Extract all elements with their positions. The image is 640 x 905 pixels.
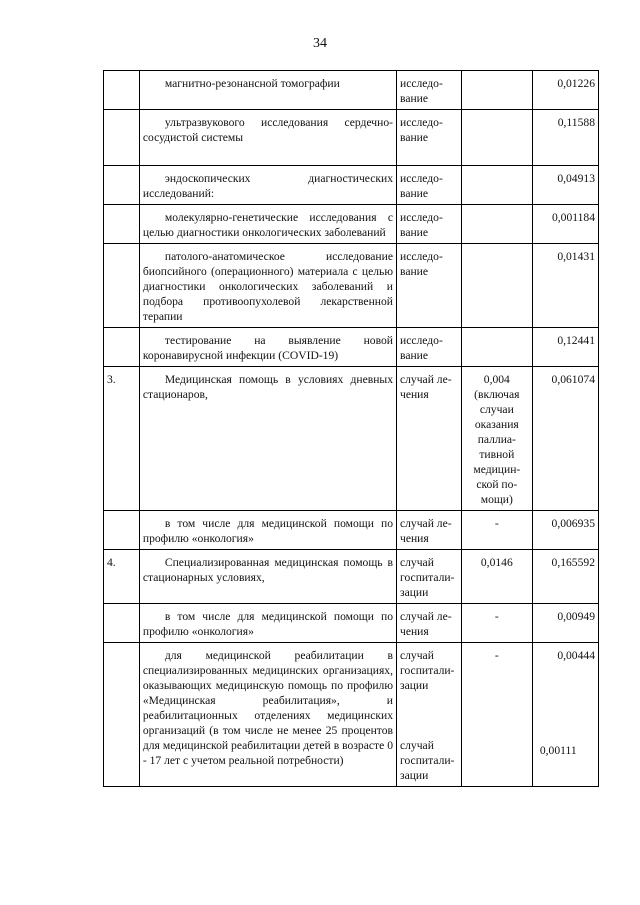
row-value: 0,11588 <box>532 110 598 166</box>
row-norm <box>461 244 532 328</box>
row-name <box>139 110 396 166</box>
row-norm <box>461 71 532 110</box>
table-body <box>104 71 599 787</box>
row-name <box>139 328 396 367</box>
row-unit: исследо- вание <box>397 205 462 244</box>
row-number <box>104 604 140 643</box>
row-unit: исследо- вание <box>397 71 462 110</box>
table-row <box>104 71 599 110</box>
row-unit: исследо- вание <box>397 166 462 205</box>
table-row <box>104 643 599 787</box>
row-number <box>104 205 140 244</box>
row-name-text: Специализированная медицинская помощь в стационарных условиях, <box>142 556 393 584</box>
table-row <box>104 244 599 328</box>
row-unit: случай ле- чения <box>397 367 462 511</box>
row-norm: 0,004 (включая случаи оказания паллиа- тивной медицин- ской по- мощи) <box>461 367 532 511</box>
row-name <box>139 244 396 328</box>
table-row <box>104 205 599 244</box>
row-name <box>139 511 396 550</box>
row-name-text: Медицинская помощь в условиях дневных стационаров, <box>142 373 393 401</box>
table-row <box>104 110 599 166</box>
row-unit: случай ле- чения <box>397 511 462 550</box>
row-name-text: магнитно-резонансной томографии <box>164 77 340 90</box>
row-norm <box>461 166 532 205</box>
row-name-text: патолого-анатомическое исследование биопсийного (операционного) материала с целью диагностики онкологических заболеваний и подбора противоопухолевой лекарственной терапии <box>142 250 393 323</box>
row-name <box>139 367 396 511</box>
table-row <box>104 166 599 205</box>
row-value: 0,01226 <box>532 71 598 110</box>
row-name <box>139 166 396 205</box>
row-norm <box>461 328 532 367</box>
row-unit: случай ле- чения <box>397 604 462 643</box>
row-norm: - <box>461 643 532 787</box>
row-value: 0,04913 <box>532 166 598 205</box>
row-name <box>139 643 396 787</box>
table-row <box>104 328 599 367</box>
row-name <box>139 205 396 244</box>
row-value: 0,006935 <box>532 511 598 550</box>
row-value <box>532 643 598 787</box>
row-name-text: в том числе для медицинской помощи по профилю «онкология» <box>142 610 393 638</box>
row-name-text: тестирование на выявление новой коронавирусной инфекции (COVID-19) <box>142 334 393 362</box>
row-number: 3. <box>104 367 140 511</box>
row-norm: - <box>461 604 532 643</box>
row-name-text: в том числе для медицинской помощи по профилю «онкология» <box>142 517 393 545</box>
row-unit-primary: случай госпитали- зации <box>400 649 455 692</box>
row-unit: исследо- вание <box>397 244 462 328</box>
row-value: 0,061074 <box>532 367 598 511</box>
row-norm <box>461 205 532 244</box>
page-number: 34 <box>313 36 327 51</box>
row-unit <box>397 643 462 787</box>
row-name-text: ультразвукового исследования сердечно-сосудистой системы <box>142 116 393 144</box>
table-row <box>104 367 599 511</box>
row-unit: случай госпитали- зации <box>397 550 462 604</box>
row-value: 0,12441 <box>532 328 598 367</box>
standards-table <box>103 70 599 787</box>
row-number <box>104 110 140 166</box>
row-number <box>104 643 140 787</box>
row-name <box>139 71 396 110</box>
row-number <box>104 166 140 205</box>
row-value-secondary: 0,00111 <box>539 744 577 757</box>
table-row <box>104 511 599 550</box>
row-number <box>104 328 140 367</box>
row-number <box>104 511 140 550</box>
row-value: 0,00949 <box>532 604 598 643</box>
row-value: 0,001184 <box>532 205 598 244</box>
row-unit: исследо- вание <box>397 110 462 166</box>
row-name-text: молекулярно-генетические исследования с целью диагностики онкологических заболеваний <box>142 211 393 239</box>
row-value-primary: 0,00444 <box>557 649 595 662</box>
row-name <box>139 550 396 604</box>
row-number <box>104 244 140 328</box>
row-norm <box>461 110 532 166</box>
row-name <box>139 604 396 643</box>
row-number: 4. <box>104 550 140 604</box>
table-row <box>104 604 599 643</box>
row-unit-secondary: случай госпитали- зации <box>400 739 455 782</box>
row-value: 0,01431 <box>532 244 598 328</box>
row-name-text: эндоскопических диагностических исследований: <box>142 172 393 200</box>
row-norm: - <box>461 511 532 550</box>
table-row <box>104 550 599 604</box>
row-number <box>104 71 140 110</box>
row-norm: 0,0146 <box>461 550 532 604</box>
row-value: 0,165592 <box>532 550 598 604</box>
row-name-text: для медицинской реабилитации в специализированных медицинских организациях, оказывающих медицинскую помощь по профилю «Медицинская реабилитация», и реабилитационных отделениях медицинских организаций (в том числе не менее 25 процентов для медицинской реабилитации детей в возрасте 0 - 17 лет с учетом реальной потребности) <box>142 649 393 767</box>
row-unit: исследо- вание <box>397 328 462 367</box>
